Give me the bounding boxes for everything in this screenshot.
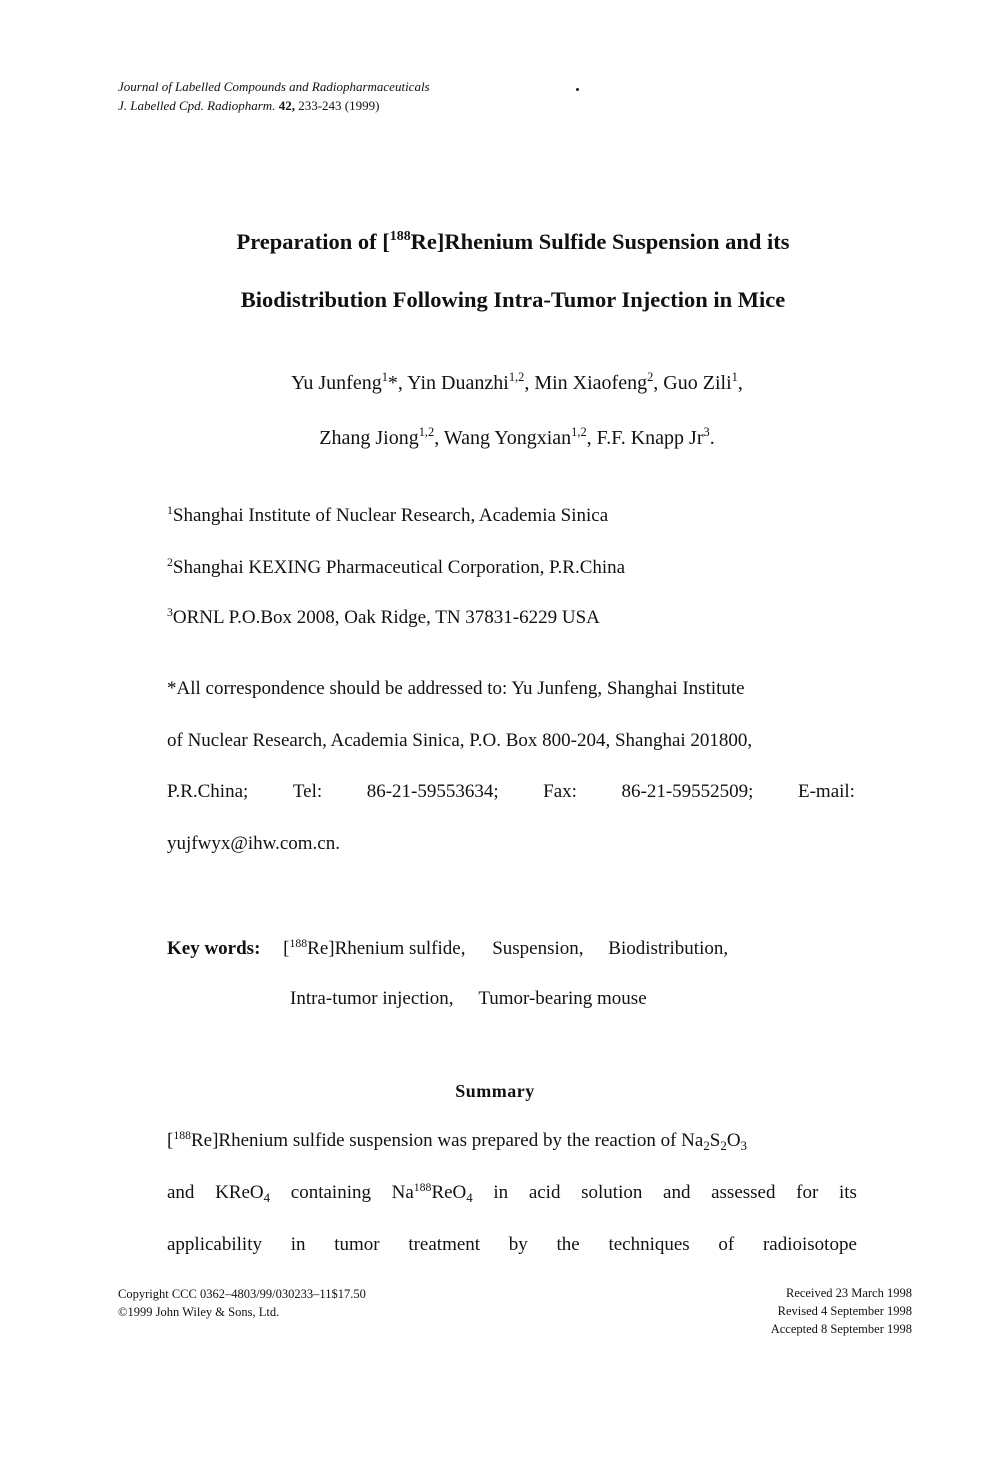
author-affil-sup: 1,2 (508, 370, 525, 385)
summary-sup: 188 (413, 1180, 432, 1194)
author-punct: , (737, 372, 743, 394)
summary-sub: 3 (740, 1137, 747, 1153)
summary-heading: Summary (455, 1081, 535, 1101)
email-address: yujfwyx@ihw.com.cn. (167, 833, 340, 854)
author-line-2 (0, 427, 984, 450)
author-affil-sup: 1,2 (571, 425, 587, 440)
summary-word (392, 1182, 473, 1204)
affiliation-1 (167, 505, 608, 527)
summary-text (167, 1130, 747, 1152)
summary-word: techniques (608, 1234, 690, 1255)
title-text: Preparation of [ (236, 229, 390, 254)
summary-sub: 2 (720, 1137, 727, 1153)
summary-word: and (663, 1182, 691, 1203)
summary-sub: 2 (703, 1137, 710, 1153)
summary-word: for (796, 1182, 819, 1203)
summary-word: and (167, 1182, 195, 1203)
title-isotope-sup: 188 (389, 229, 411, 245)
author-punct: . (709, 427, 715, 449)
corr-word: E-mail: (797, 781, 855, 802)
author-affil-sup: 3 (703, 425, 710, 440)
fax-number: 86-21-59552509; (621, 781, 754, 802)
summary-fragment: O (726, 1130, 741, 1151)
copyright-line: Copyright CCC 0362–4803/99/030233–11$17.50 (118, 1287, 366, 1301)
keyword-sup: 188 (289, 936, 308, 950)
citation-pages-year: 233-243 (1999) (298, 98, 380, 113)
summary-word: in (290, 1234, 306, 1255)
summary-word: acid (528, 1182, 561, 1203)
author-affil-sup: 2 (647, 370, 654, 385)
journal-citation (118, 98, 379, 114)
keyword (283, 938, 465, 959)
corr-word: Fax: (543, 781, 577, 802)
author-name: , Guo Zili (653, 372, 732, 394)
summary-word: applicability (167, 1234, 262, 1255)
keyword: Intra-tumor injection, (290, 988, 454, 1009)
accepted-date: Accepted 8 September 1998 (770, 1322, 912, 1336)
keyword: Suspension, (492, 938, 584, 959)
affiliation-sup: 2 (167, 555, 173, 569)
summary-sub: 4 (466, 1189, 473, 1205)
received-date: Received 23 March 1998 (785, 1286, 912, 1300)
affiliation-text: ORNL P.O.Box 2008, Oak Ridge, TN 37831-6229 USA (172, 607, 600, 628)
summary-fragment: S (709, 1130, 721, 1151)
author-affil-sup: 1 (731, 370, 738, 385)
summary-sub: 4 (263, 1189, 271, 1205)
journal-name: Journal of Labelled Compounds and Radiopharmaceuticals (118, 79, 430, 94)
author-name: , Min Xiaofeng (524, 372, 648, 394)
summary-sup: 188 (173, 1128, 191, 1142)
summary-word: its (838, 1182, 857, 1203)
author-affil-sup: 1 (381, 370, 388, 385)
summary-word: treatment (408, 1234, 481, 1255)
corr-word: P.R.China; (167, 781, 249, 802)
keywords-label: Key words: (167, 938, 261, 959)
keyword: Biodistribution, (608, 938, 729, 959)
summary-line-1 (167, 1130, 857, 1152)
scan-speck (576, 88, 579, 91)
correspondence-line-1: *All correspondence should be addressed to: Yu Junfeng, Shanghai Institute (167, 678, 745, 699)
keyword-text: [ (283, 938, 290, 959)
summary-fragment: KReO (215, 1182, 264, 1203)
keyword-text: Re]Rhenium sulfide, (307, 938, 466, 959)
summary-fragment: [ (167, 1130, 174, 1151)
author-name: *, Yin Duanzhi (387, 372, 509, 394)
keyword: Tumor-bearing mouse (478, 988, 647, 1009)
paper-title-line-2: Biodistribution Following Intra-Tumor Injection in Mice (240, 287, 786, 312)
correspondence-line-2: of Nuclear Research, Academia Sinica, P.O. Box 800-204, Shanghai 201800, (167, 730, 753, 751)
summary-word: containing (290, 1182, 371, 1203)
revised-date: Revised 4 September 1998 (777, 1304, 912, 1318)
summary-word: in (493, 1182, 509, 1203)
correspondence-line-3 (167, 781, 855, 803)
paper-title-line-1 (0, 229, 984, 255)
affiliation-3 (167, 607, 600, 629)
summary-line-2 (167, 1182, 857, 1204)
summary-word: solution (581, 1182, 643, 1203)
summary-word: the (556, 1234, 580, 1255)
publisher-line: ©1999 John Wiley & Sons, Ltd. (118, 1305, 280, 1319)
affiliation-text: Shanghai Institute of Nuclear Research, Academia Sinica (172, 505, 609, 526)
affiliation-sup: 1 (167, 503, 173, 517)
affiliation-sup: 3 (167, 605, 173, 619)
author-name: , F.F. Knapp Jr (586, 427, 704, 449)
summary-fragment: Re]Rhenium sulfide suspension was prepared by the reaction of Na (190, 1130, 704, 1151)
author-name: , Wang Yongxian (434, 427, 572, 449)
summary-fragment: Na (391, 1182, 414, 1203)
tel-number: 86-21-59553634; (366, 781, 499, 802)
citation-volume: 42, (278, 98, 295, 113)
author-name: Zhang Jiong (319, 427, 419, 449)
summary-line-3 (167, 1234, 857, 1256)
summary-word: of (718, 1234, 735, 1255)
author-name: Yu Junfeng (291, 372, 382, 394)
author-affil-sup: 1,2 (418, 425, 435, 440)
title-text: Re]Rhenium Sulfide Suspension and its (410, 229, 790, 254)
keywords-line-2 (290, 988, 647, 1010)
author-line-1 (0, 372, 984, 395)
affiliation-text: Shanghai KEXING Pharmaceutical Corporation, P.R.China (172, 557, 626, 578)
keywords-line-1 (167, 938, 728, 960)
corr-word: Tel: (292, 781, 323, 802)
summary-word: radioisotope (762, 1234, 857, 1255)
affiliation-2 (167, 557, 625, 579)
summary-word: assessed (711, 1182, 776, 1203)
summary-fragment: ReO (431, 1182, 467, 1203)
summary-word: by (508, 1234, 528, 1255)
summary-word: tumor (334, 1234, 380, 1255)
citation-abbrev: J. Labelled Cpd. Radiopharm. (118, 98, 276, 113)
summary-word (215, 1182, 270, 1204)
